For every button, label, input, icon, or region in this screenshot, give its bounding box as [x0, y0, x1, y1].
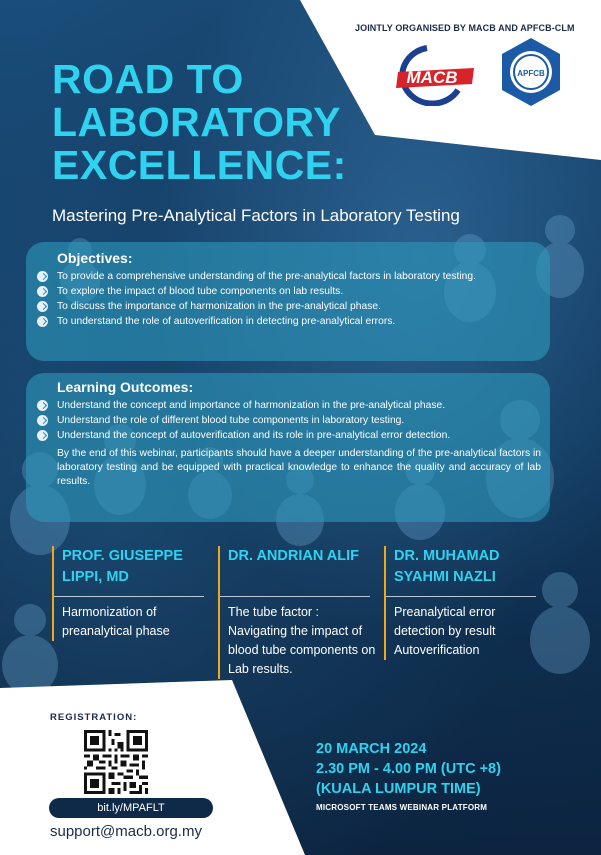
bullet-arrow-icon: [37, 286, 48, 297]
bullet-arrow-icon: [37, 400, 48, 411]
event-time: 2.30 PM - 4.00 PM (UTC +8): [316, 761, 501, 777]
support-email[interactable]: support@macb.org.my: [50, 823, 202, 840]
apfcb-logo: [500, 36, 562, 108]
objective-item: [37, 300, 534, 313]
event-subtitle: Mastering Pre-Analytical Factors in Laboratory Testing: [52, 206, 460, 225]
objective-text: To explore the impact of blood tube components on lab results.: [57, 286, 344, 297]
event-date: 20 MARCH 2024: [316, 741, 427, 757]
speaker-divider: [220, 596, 370, 597]
outcomes-summary: By the end of this webinar, participants should have a deeper understanding of the pre-analytical factors in laboratory testing and be equipped with practical knowledge to enhance the quality and accuracy of lab results.: [57, 448, 541, 487]
event-datetime: [316, 739, 501, 799]
apfcb-logo-text: APFCB: [517, 69, 545, 78]
outcome-text: Understand the role of different blood tube components in laboratory testing.: [57, 415, 405, 426]
speaker-card: [218, 546, 378, 679]
title-line-1: ROAD TO: [52, 56, 244, 102]
objective-item: [37, 315, 534, 328]
objective-text: To understand the role of autoverification in detecting pre-analytical errors.: [57, 316, 396, 327]
registration-label: REGISTRATION:: [50, 712, 138, 723]
outcome-text: Understand the concept and importance of harmonization in the pre-analytical phase.: [57, 400, 446, 411]
outcomes-heading: Learning Outcomes:: [57, 379, 194, 395]
speaker-name: DR. ANDRIAN ALIF: [228, 548, 360, 564]
speaker-card: [384, 546, 544, 660]
macb-logo-text: MACB: [406, 68, 458, 87]
objective-text: To discuss the importance of harmonization in the pre-analytical phase.: [57, 301, 381, 312]
bullet-arrow-icon: [37, 430, 48, 441]
learning-outcomes-box: [26, 373, 550, 522]
speaker-topic: Harmonization of preanalytical phase: [62, 605, 170, 638]
organiser-text: JOINTLY ORGANISED BY MACB AND APFCB-CLM: [355, 23, 575, 33]
bullet-arrow-icon: [37, 316, 48, 327]
title-line-2: LABORATORY: [52, 99, 341, 145]
outcome-item: [37, 399, 534, 412]
objective-text: To provide a comprehensive understanding of the pre-analytical factors in laboratory testing.: [57, 271, 476, 282]
registration-qr-code[interactable]: [84, 730, 148, 794]
objective-item: [37, 270, 534, 283]
objectives-list: [37, 270, 534, 328]
bullet-arrow-icon: [37, 301, 48, 312]
speaker-topic: The tube factor : Navigating the impact of blood tube components on Lab results.: [228, 605, 376, 676]
event-platform: MICROSOFT TEAMS WEBINAR PLATFORM: [316, 803, 488, 812]
outcome-text: Understand the concept of autoverification and its role in pre-analytical error detection.: [57, 430, 451, 441]
bullet-arrow-icon: [37, 415, 48, 426]
registration-link[interactable]: bit.ly/MPAFLT: [49, 798, 213, 818]
outcomes-list: [37, 399, 534, 442]
outcome-item: [37, 429, 534, 442]
speaker-divider: [386, 596, 536, 597]
speaker-name: PROF. GIUSEPPE LIPPI, MD: [62, 548, 183, 585]
speaker-divider: [54, 596, 204, 597]
title-line-3: EXCELLENCE:: [52, 142, 347, 188]
macb-logo: [378, 44, 476, 106]
objective-item: [37, 285, 534, 298]
objectives-heading: Objectives:: [57, 250, 133, 266]
objectives-box: [26, 242, 550, 361]
bullet-arrow-icon: [37, 271, 48, 282]
event-timezone: (KUALA LUMPUR TIME): [316, 781, 481, 797]
speaker-topic: Preanalytical error detection by result Autoverification: [394, 605, 496, 657]
speaker-name: DR. MUHAMAD SYAHMI NAZLI: [394, 548, 500, 585]
event-title: [52, 58, 347, 187]
outcome-item: [37, 414, 534, 427]
speaker-card: [52, 546, 212, 641]
